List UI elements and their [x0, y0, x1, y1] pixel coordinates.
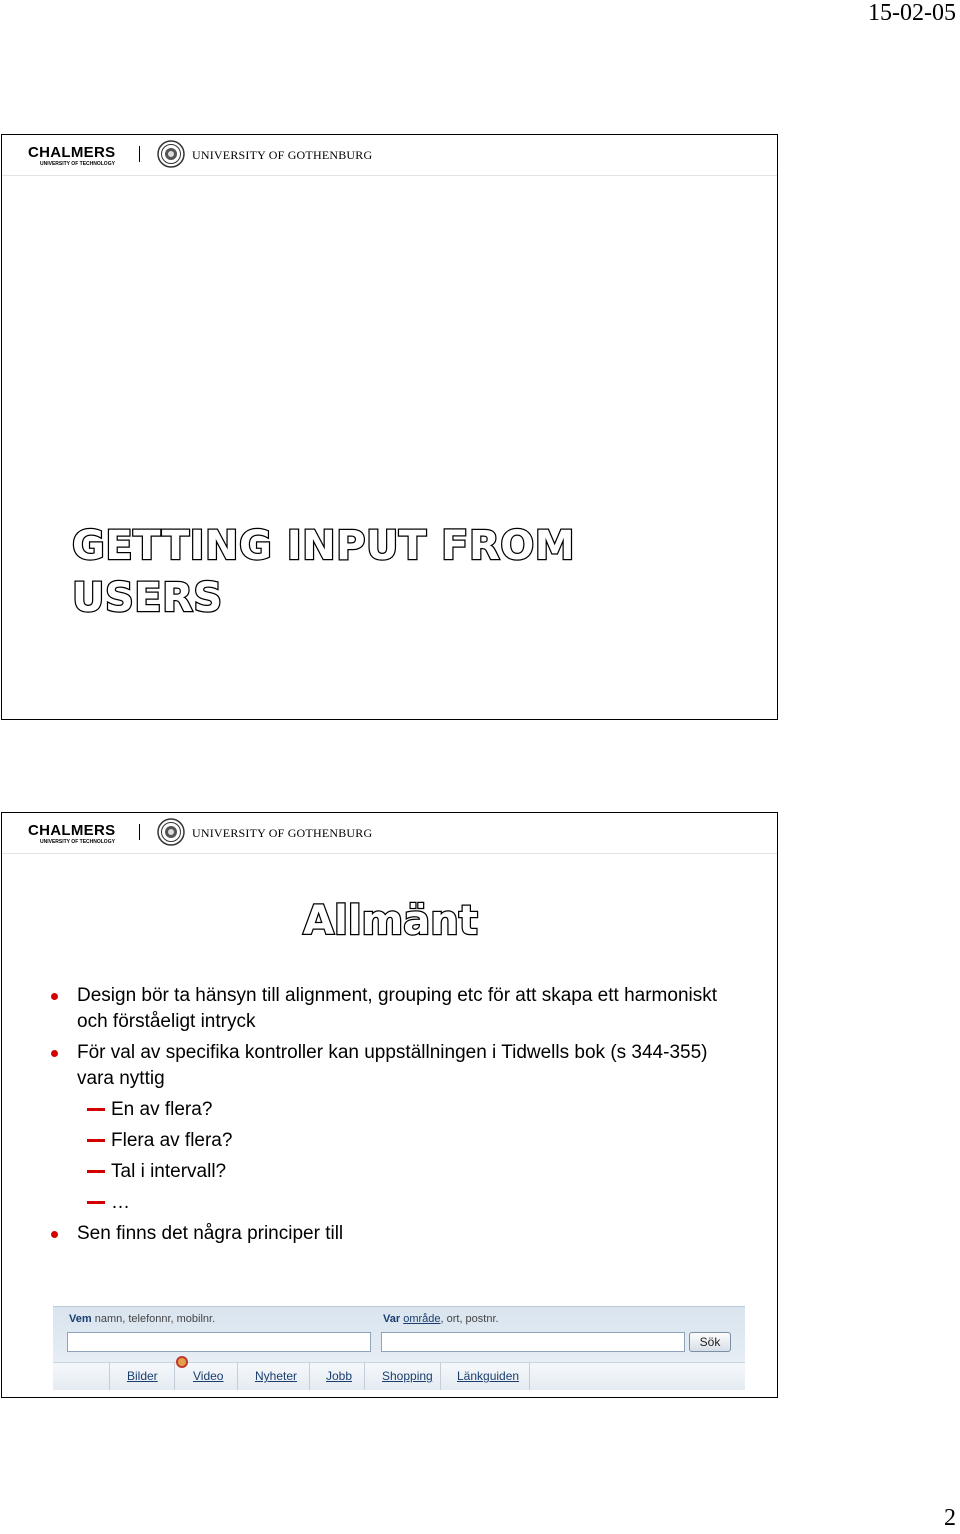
tab-separator [237, 1363, 238, 1390]
slide-header [2, 135, 777, 176]
page-date: 15-02-05 [868, 0, 956, 26]
bullet-dot-icon [51, 1050, 58, 1057]
category-tabs [53, 1362, 745, 1390]
title-line-1: GETTING INPUT FROM [72, 523, 576, 569]
tab-separator [109, 1363, 110, 1390]
chalmers-name: CHALMERS [28, 822, 116, 839]
gu-name: UNIVERSITY OF GOTHENBURG [192, 826, 373, 840]
tab-separator [364, 1363, 365, 1390]
tab-lankguiden[interactable]: Länkguiden [457, 1369, 520, 1383]
bullet-text: För val av specifika kontroller kan uppställningen i Tidwells bok (s 344-355) vara nyttig [77, 1042, 708, 1089]
chalmers-subtitle: UNIVERSITY OF TECHNOLOGY [40, 161, 115, 167]
bullet-item [2, 1040, 717, 1216]
who-label-title: Vem [69, 1313, 92, 1325]
who-search-input[interactable] [67, 1332, 371, 1352]
where-search-input[interactable] [381, 1332, 685, 1352]
bullet-text: Design bör ta hänsyn till alignment, grouping etc för att skapa ett harmoniskt och förståeligt intryck [77, 985, 718, 1032]
tab-separator [309, 1363, 310, 1390]
tab-nyheter[interactable]: Nyheter [255, 1369, 298, 1383]
tab-jobb[interactable]: Jobb [326, 1369, 353, 1383]
tab-video[interactable]: Video [193, 1369, 224, 1383]
where-label [383, 1313, 499, 1325]
where-hint: , ort, postnr. [440, 1313, 499, 1325]
logo-divider [139, 824, 140, 840]
where-hint-link[interactable]: område [403, 1313, 441, 1325]
tab-shopping[interactable]: Shopping [382, 1369, 433, 1383]
sub-bullet-item [77, 1190, 717, 1216]
chalmers-logo [28, 823, 115, 845]
chalmers-name: CHALMERS [28, 144, 116, 161]
dash-icon [87, 1170, 105, 1173]
gu-seal-icon [157, 818, 185, 846]
bullet-item [2, 1221, 717, 1247]
dash-icon [87, 1201, 105, 1204]
bullet-dot-icon [51, 993, 58, 1000]
sub-bullet-text: … [111, 1192, 130, 1213]
tab-separator [440, 1363, 441, 1390]
who-hint: namn, telefonnr, mobilnr. [94, 1313, 216, 1325]
chalmers-subtitle: UNIVERSITY OF TECHNOLOGY [40, 839, 115, 845]
dash-icon [87, 1139, 105, 1142]
tab-separator [174, 1363, 175, 1390]
page-number: 2 [944, 1505, 956, 1531]
slide-header [2, 813, 777, 854]
sub-bullet-text: Tal i intervall? [111, 1161, 227, 1182]
bullet-dot-icon [51, 1231, 58, 1238]
chalmers-logo [28, 145, 115, 167]
slide-title: Allmänt [303, 898, 478, 944]
title-line-2: USERS [72, 575, 223, 621]
tab-bilder[interactable]: Bilder [127, 1369, 158, 1383]
bullet-list [2, 983, 778, 1252]
slide-title [72, 520, 575, 624]
sub-bullet-item [77, 1128, 717, 1154]
gu-name: UNIVERSITY OF GOTHENBURG [192, 148, 373, 162]
tab-separator [529, 1363, 530, 1390]
sub-bullet-list [77, 1097, 717, 1216]
sub-bullet-text: Flera av flera? [111, 1130, 233, 1151]
bullet-item [2, 983, 717, 1035]
where-label-title: Var [383, 1313, 401, 1325]
gu-seal-icon [157, 140, 185, 168]
search-widget [53, 1306, 745, 1389]
slide-2 [1, 812, 778, 1398]
slide-1 [1, 134, 778, 720]
bullet-text: Sen finns det några principer till [77, 1223, 344, 1244]
logo-divider [139, 146, 140, 162]
dash-icon [87, 1108, 105, 1111]
search-button[interactable]: Sök [689, 1332, 731, 1352]
sub-bullet-text: En av flera? [111, 1099, 213, 1120]
sub-bullet-item [77, 1159, 717, 1185]
who-label [69, 1313, 215, 1325]
sub-bullet-item [77, 1097, 717, 1123]
magnifier-icon [176, 1356, 188, 1368]
